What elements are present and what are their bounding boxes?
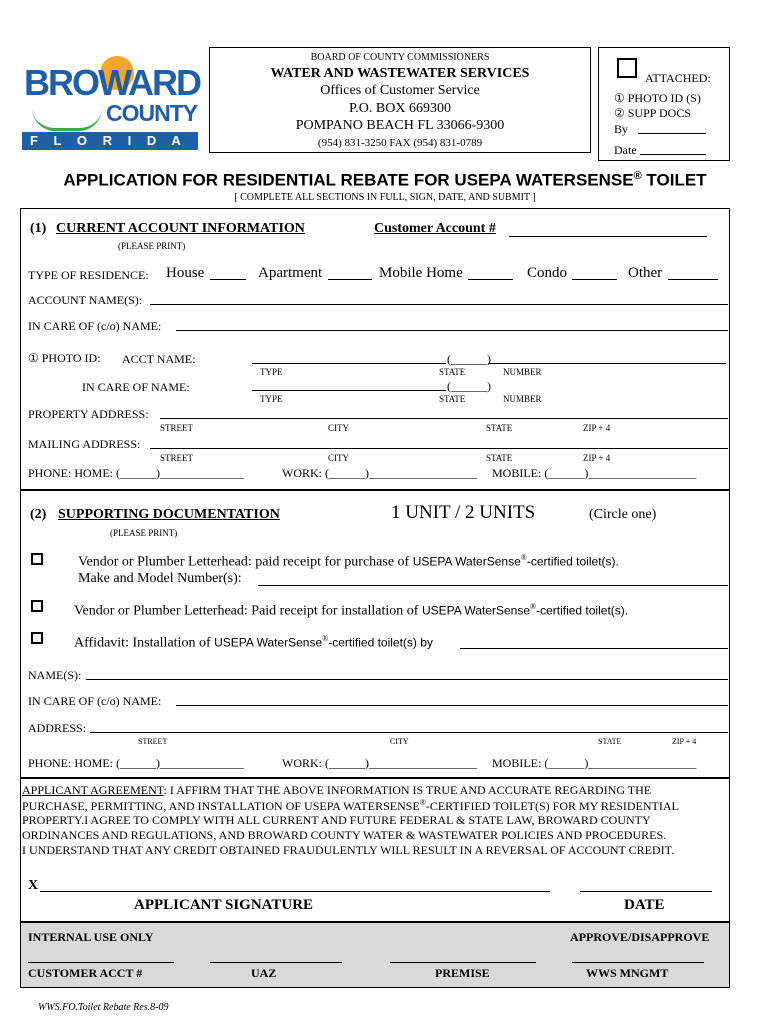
property-state-caption: STATE — [486, 423, 513, 433]
installation-receipt-label — [74, 602, 628, 620]
agreement-text-2b: -CERTIFIED TOILET(S) FOR MY RESIDENTIAL — [425, 799, 679, 813]
attached-date: Date — [614, 143, 637, 157]
section-1-work-phone[interactable]: WORK: (______)__________________ — [282, 466, 477, 480]
section-2-names-field[interactable] — [86, 679, 728, 680]
agreement-line-5: I UNDERSTAND THAT ANY CREDIT OBTAINED FRAUDULENTLY WILL RESULT IN A REVERSAL OF ACCOUNT CREDIT. — [22, 843, 675, 857]
mailing-city-caption: CITY — [328, 453, 349, 463]
property-zip-caption: ZIP + 4 — [583, 423, 611, 433]
residence-mobile-home[interactable]: Mobile Home — [379, 265, 463, 281]
agreement-text-2a: PURCHASE, PERMITTING, AND INSTALLATION OF USEPA WATERSENSE — [22, 799, 420, 813]
section-2-address-label: ADDRESS: — [28, 721, 87, 735]
customer-account-label: Customer Account # — [374, 221, 496, 236]
acct-name-state-caption: STATE — [439, 367, 466, 377]
acct-name-type-caption: TYPE — [260, 367, 283, 377]
residence-mobile-line[interactable] — [468, 279, 513, 280]
affidavit-checkbox[interactable] — [31, 632, 43, 644]
city-address: POMPANO BEACH FL 33066-9300 — [295, 118, 505, 133]
logo-wave-icon — [32, 108, 102, 131]
residence-condo[interactable]: Condo — [527, 265, 568, 281]
attached-date-line[interactable] — [640, 154, 706, 155]
section-2-street-caption: STREET — [138, 737, 168, 746]
section-2-please-print: (PLEASE PRINT) — [110, 528, 178, 538]
residence-type-label: TYPE OF RESIDENCE: — [28, 268, 149, 282]
uaz-label: UAZ — [251, 966, 277, 980]
residence-apartment-line[interactable] — [328, 279, 372, 280]
care-of-field[interactable] — [176, 330, 728, 331]
agreement-line-3: PROPERTY.I AGREE TO COMPLY WITH ALL CURRENT AND FUTURE FEDERAL & STATE LAW, BROWARD COUNTY — [22, 813, 651, 827]
section-2-care-of-field[interactable] — [176, 705, 728, 706]
property-address-field[interactable] — [160, 418, 728, 419]
section-2-heading: SUPPORTING DOCUMENTATION — [58, 507, 280, 522]
wws-mngmt-line[interactable] — [572, 962, 704, 963]
wws-mngmt-label: WWS MNGMT — [586, 966, 669, 980]
make-model-field[interactable] — [258, 585, 728, 586]
agreement-text-1: : I AFFIRM THAT THE ABOVE INFORMATION IS TRUE AND ACCURATE REGARDING THE — [163, 783, 652, 797]
attached-by: By — [614, 122, 629, 136]
installation-watersense: USEPA WaterSense — [421, 603, 530, 618]
premise-label: PREMISE — [435, 966, 490, 980]
acct-name-type-line[interactable] — [252, 363, 446, 364]
agreement-reg: ® — [419, 798, 426, 807]
in-care-type-caption: TYPE — [260, 394, 283, 404]
in-care-name-label: IN CARE OF NAME: — [82, 380, 190, 394]
mailing-zip-caption: ZIP + 4 — [583, 453, 611, 463]
broward-logo — [22, 56, 200, 152]
section-2-care-of-label: IN CARE OF (c/o) NAME: — [28, 694, 162, 708]
installation-reg: ® — [530, 602, 537, 611]
signature-x: X — [28, 878, 39, 893]
purchase-reg: ® — [520, 553, 527, 562]
agreement-line-4: ORDINANCES AND REGULATIONS, AND BROWARD COUNTY WATER & WASTEWATER POLICIES AND PROCEDURES. — [22, 828, 667, 842]
make-model-label: Make and Model Number(s): — [78, 571, 242, 586]
uaz-line[interactable] — [210, 962, 342, 963]
purchase-certified: -certified toilet(s). — [526, 554, 619, 569]
title-text: APPLICATION FOR RESIDENTIAL REBATE FOR USEPA WATERSENSE — [63, 170, 634, 190]
purchase-receipt-checkbox[interactable] — [31, 553, 43, 565]
section-1-mobile-phone[interactable]: MOBILE: (______)__________________ — [492, 466, 697, 480]
po-box: P.O. BOX 669300 — [349, 101, 451, 116]
mailing-address-label: MAILING ADDRESS: — [28, 437, 141, 451]
section-1-number: (1) — [30, 221, 47, 236]
department-name: WATER AND WASTEWATER SERVICES — [270, 66, 530, 81]
affidavit-text: Affidavit: Installation of — [74, 635, 215, 651]
premise-line[interactable] — [390, 962, 536, 963]
agreement-line-1 — [22, 783, 651, 798]
form-subtitle: [ COMPLETE ALL SECTIONS IN FULL, SIGN, DATE, AND SUBMIT ] — [234, 192, 536, 203]
account-names-field[interactable] — [150, 304, 728, 305]
mailing-street-caption: STREET — [160, 453, 193, 463]
customer-acct-line[interactable] — [28, 962, 174, 963]
residence-other[interactable]: Other — [628, 265, 663, 281]
date-field[interactable] — [580, 891, 712, 892]
attached-checkbox[interactable] — [617, 58, 637, 78]
attached-label: ATTACHED: — [645, 71, 711, 85]
residence-other-line[interactable] — [668, 279, 718, 280]
property-address-label: PROPERTY ADDRESS: — [28, 407, 149, 421]
customer-account-field[interactable] — [509, 236, 707, 237]
customer-acct-label: CUSTOMER ACCT # — [28, 966, 143, 980]
section-1-home-phone[interactable]: PHONE: HOME: (______)______________ — [28, 466, 244, 480]
installation-receipt-checkbox[interactable] — [31, 600, 43, 612]
office-name: Offices of Customer Service — [320, 83, 480, 98]
property-city-caption: CITY — [328, 423, 349, 433]
in-care-number-caption: NUMBER — [503, 394, 542, 404]
affidavit-installer-field[interactable] — [460, 648, 728, 649]
section-2-mobile-phone[interactable]: MOBILE: (______)__________________ — [492, 756, 697, 770]
property-street-caption: STREET — [160, 423, 193, 433]
attached-photo-id: ① PHOTO ID (S) — [614, 91, 701, 105]
attached-supp-docs: ② SUPP DOCS — [614, 106, 692, 120]
logo-wordmark: BROWARD — [24, 62, 200, 103]
title-toilet: TOILET — [641, 170, 707, 190]
mailing-state-caption: STATE — [486, 453, 513, 463]
date-label: DATE — [624, 897, 665, 913]
residence-condo-line[interactable] — [572, 279, 617, 280]
section-2-city-caption: CITY — [390, 737, 409, 746]
section-2-state-caption: STATE — [598, 737, 622, 746]
account-names-label: ACCOUNT NAME(S): — [28, 293, 143, 307]
affidavit-label — [74, 634, 433, 652]
mailing-address-field[interactable] — [150, 448, 728, 449]
affidavit-watersense: USEPA WaterSense — [214, 635, 323, 650]
affidavit-certified: -certified toilet(s) by — [328, 635, 433, 650]
agreement-line-2 — [22, 798, 679, 814]
board-name: BOARD OF COUNTY COMMISSIONERS — [310, 52, 490, 63]
installation-certified: -certified toilet(s). — [536, 603, 629, 618]
attached-by-line[interactable] — [638, 133, 706, 134]
approve-disapprove: APPROVE/DISAPPROVE — [570, 930, 710, 944]
acct-name-label: ACCT NAME: — [122, 352, 196, 366]
signature-label: APPLICANT SIGNATURE — [134, 897, 314, 913]
in-care-type-line[interactable] — [252, 390, 446, 391]
logo-florida: F L O R I D A — [30, 133, 187, 148]
unit-choice[interactable]: 1 UNIT / 2 UNITS — [391, 502, 536, 523]
in-care-state-paren[interactable]: (______) — [447, 379, 491, 393]
section-2-names-label: NAME(S): — [28, 668, 82, 682]
residence-house-line[interactable] — [210, 279, 246, 280]
circle-one: (Circle one) — [589, 507, 657, 522]
internal-use-label: INTERNAL USE ONLY — [28, 930, 154, 944]
purchase-watersense: USEPA WaterSense — [412, 554, 521, 569]
purchase-receipt-label — [78, 553, 619, 571]
section-2-work-phone[interactable]: WORK: (______)__________________ — [282, 756, 477, 770]
signature-field[interactable] — [40, 891, 550, 892]
section-2-home-phone[interactable]: PHONE: HOME: (______)______________ — [28, 756, 244, 770]
section-2-address-field[interactable] — [90, 732, 728, 733]
residence-apartment[interactable]: Apartment — [258, 265, 323, 281]
care-of-label: IN CARE OF (c/o) NAME: — [28, 319, 162, 333]
logo-florida-bar — [22, 132, 198, 150]
form-code: WWS.FO.Toilet Rebate Res.8-09 — [38, 1002, 169, 1013]
title-reg: ® — [633, 170, 642, 182]
phone-fax: (954) 831-3250 FAX (954) 831-0789 — [317, 137, 483, 149]
installation-text: Vendor or Plumber Letterhead: Paid receipt for installation of — [74, 603, 422, 619]
agreement-label: APPLICANT AGREEMENT — [22, 783, 164, 797]
section-1-heading: CURRENT ACCOUNT INFORMATION — [56, 221, 305, 236]
logo-county: COUNTY — [106, 100, 198, 126]
purchase-text: Vendor or Plumber Letterhead: paid receipt for purchase of — [78, 554, 413, 570]
affidavit-reg: ® — [322, 634, 329, 643]
acct-name-number-caption: NUMBER — [503, 367, 542, 377]
form-title — [0, 170, 770, 191]
section-2-zip-caption: ZIP + 4 — [672, 737, 697, 746]
section-1-please-print: (PLEASE PRINT) — [118, 241, 186, 251]
residence-house[interactable]: House — [166, 265, 205, 281]
acct-name-number-line[interactable] — [488, 363, 726, 364]
photo-id-label: ① PHOTO ID: — [28, 351, 101, 365]
in-care-state-caption: STATE — [439, 394, 466, 404]
section-2-number: (2) — [30, 507, 47, 522]
acct-name-state-paren[interactable]: (______) — [447, 352, 491, 366]
